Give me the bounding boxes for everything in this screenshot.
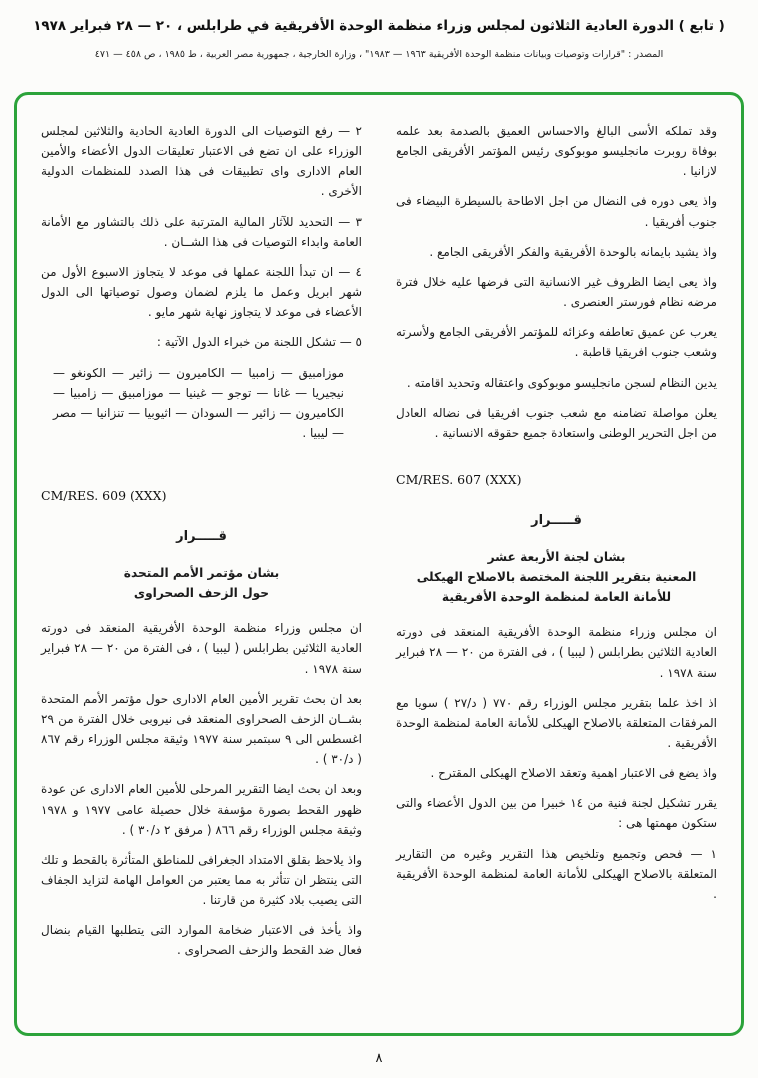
- column-right: [396, 121, 717, 1025]
- paragraph: واذ يشيد بايمانه بالوحدة الأفريقية والفكر الأفريقى الجامع .: [429, 244, 717, 259]
- resolution-title: [41, 563, 362, 603]
- resolution-title-line: بشان لجنة الأربعة عشر: [487, 549, 626, 564]
- two-column-layout: [41, 121, 717, 1025]
- paragraph: واذ يعى ايضا الظروف غير الانسانية التى فرضها عليه خلال فترة مرضه نظام فورستر العنصرى .: [396, 274, 717, 310]
- paragraph: واذ يضع فى الاعتبار اهمية وتعقد الاصلاح الهيكلى المقترح .: [430, 766, 717, 781]
- paragraph: واذ يلاحظ بقلق الامتداد الجغرافى للمناطق المتأثرة بالقحط و تلك التى ينتظر ان تتأثر به مما يعتبر من العوامل الهامة لتزايد الجفاف التى يصيب بلاد كثيرة من قارتنا .: [41, 852, 362, 908]
- resolution-title-line: حول الزحف الصحراوى: [133, 586, 270, 601]
- paragraph: واذ يعى دوره فى النضال من اجل الاطاحة بالسيطرة البيضاء فى جنوب أفريقيا .: [396, 194, 717, 229]
- resolution-title: [396, 547, 717, 607]
- paragraph: ٣ — التحديد للآثار المالية المترتبة على ذلك بالتشاور مع الأمانة العامة وابداء التوصيات فى هذا الشــان .: [41, 214, 362, 249]
- paragraph: اذ اخذ علما بتقرير مجلس الوزراء رقم ٧٧٠ ( د/٢٧ ) سويا مع المرفقات المتعلقة بالاصلاح الهيكلى للأمانة العامة لمنظمة الوحدة الأفريقية .: [396, 695, 717, 751]
- content-frame: [14, 92, 744, 1036]
- resolution-title-line: للأمانة العامة لمنظمة الوحدة الأفريقية: [441, 590, 672, 605]
- paragraph: ٢ — رفع التوصيات الى الدورة العادية الحادية والثلاثين لمجلس الوزراء على ان تضع فى الاعتبار تعليقات الدول الأعضاء والأمين العام الادارى واى تطبيقات فى هذا الصدد للمنظمات الدولية الأخرى .: [41, 124, 362, 199]
- resolution-title-line: المعنية بتقرير اللجنة المختصة بالاصلاح الهيكلى: [416, 569, 697, 584]
- paragraph: وبعد ان بحث ايضا التقرير المرحلى للأمين العام الادارى عن عودة ظهور القحط بصورة مؤسفة خلال حصيلة عامى ١٩٧٧ و ١٩٧٨ وثيقة مجلس الوزراء رقم ٨٦٦ ( مرفق ٢ د/٣٠ ) .: [41, 782, 362, 837]
- header-title: ( تابع ) الدورة العادية الثلاثون لمجلس وزراء منظمة الوحدة الأفريقية في طرابلس ، ٢٠ — ٢٨ فبراير ١٩٧٨: [33, 18, 725, 34]
- paragraph: يدين النظام لسجن مانجليسو موبوكوى واعتقاله وتحديد اقامته .: [406, 375, 717, 390]
- country-list: موزامبيق — زامبيا — الكاميرون — زائير — الكونغو — نيجيريا — غانا — توجو — غينيا — موزامبيق — زامبيا — الكاميرون — زائير — السودان — اثيوبيا — تنزانيا — مصر — ليبيا .: [53, 365, 344, 441]
- resolution-ref: CM/RES. 607 (XXX): [396, 472, 522, 488]
- resolution-ref: CM/RES. 609 (XXX): [41, 488, 167, 504]
- paragraph: يقرر تشكيل لجنة فنية من ١٤ خبيرا من بين الدول الأعضاء والتى ستكون مهمتها هى :: [396, 796, 717, 831]
- column-left: [41, 121, 362, 1025]
- page-header: [0, 18, 758, 60]
- paragraph: يعلن مواصلة تضامنه مع شعب جنوب افريقيا فى نضاله العادل من اجل التحرير الوطنى واستعادة جميع حقوقه الانسانية .: [396, 405, 717, 440]
- resolution-heading: قـــــرار: [531, 513, 582, 529]
- paragraph: ٤ — ان تبدأ اللجنة عملها فى موعد لا يتجاوز الاسبوع الأول من شهر ابريل وعمل ما يلزم لضمان وصول توصياتها الى الدول الأعضاء فى موعد لا يتجاوز نهاية شهر مايو .: [41, 264, 362, 320]
- paragraph: ١ — فحص وتجميع وتلخيص هذا التقرير وغيره من التقارير المتعلقة بالاصلاح الهيكلى للأمانة العامة لمنظمة الوحدة الأفريقية .: [396, 846, 717, 901]
- paragraph: ٥ — تشكل اللجنة من خبراء الدول الآتية :: [156, 335, 362, 350]
- paragraph: واذ يأخذ فى الاعتبار ضخامة الموارد التى يتطلبها القيام بنضال فعال ضد القحط والزحف الصحراوى .: [41, 923, 362, 958]
- paragraph: ان مجلس وزراء منظمة الوحدة الأفريقية المنعقد فى دورته العادية الثلاثين بطرابلس ( ليبيا ) ، فى الفترة من ٢٠ — ٢٨ فبراير سنة ١٩٧٨ .: [41, 621, 362, 676]
- resolution-title-line: بشان مؤتمر الأمم المتحدة: [123, 566, 280, 581]
- paragraph: ان مجلس وزراء منظمة الوحدة الأفريقية المنعقد فى دورته العادية الثلاثين بطرابلس ( ليبيا ) ، فى الفترة من ٢٠ — ٢٨ فبراير سنة ١٩٧٨ .: [396, 625, 717, 680]
- paragraph: بعد ان بحث تقرير الأمين العام الادارى حول مؤتمر الأمم المتحدة بشــان الزحف الصحراوى المنعقد فى نيروبى خلال الفترة من ٢٩ اغسطس الى ٩ سبتمبر سنة ١٩٧٧ وثيقة مجلس الوزراء رقم ٨٦٧ ( د/٣٠ ) .: [41, 691, 363, 767]
- paragraph: يعرب عن عميق تعاطفه وعزائه للمؤتمر الأفريقى الجامع ولأسرته وشعب جنوب افريقيا قاطبة .: [396, 325, 717, 360]
- page-number: ٨: [375, 1051, 383, 1066]
- header-source-line: المصدر : "قرارات وتوصيات وبيانات منظمة الوحدة الأفريقية ١٩٦٣ — ١٩٨٣" ، وزارة الخارجية ، جمهورية مصر العربية ، ط ١٩٨٥ ، ص ٤٥٨ — ٤٧١: [94, 49, 664, 60]
- paragraph: وقد تملكه الأسى البالغ والاحساس العميق بالصدمة بعد علمه بوفاة روبرت مانجليسو موبوكوى رئيس المؤتمر الأفريقى الجامع لازانيا .: [396, 124, 717, 179]
- resolution-heading: قـــــرار: [176, 529, 227, 545]
